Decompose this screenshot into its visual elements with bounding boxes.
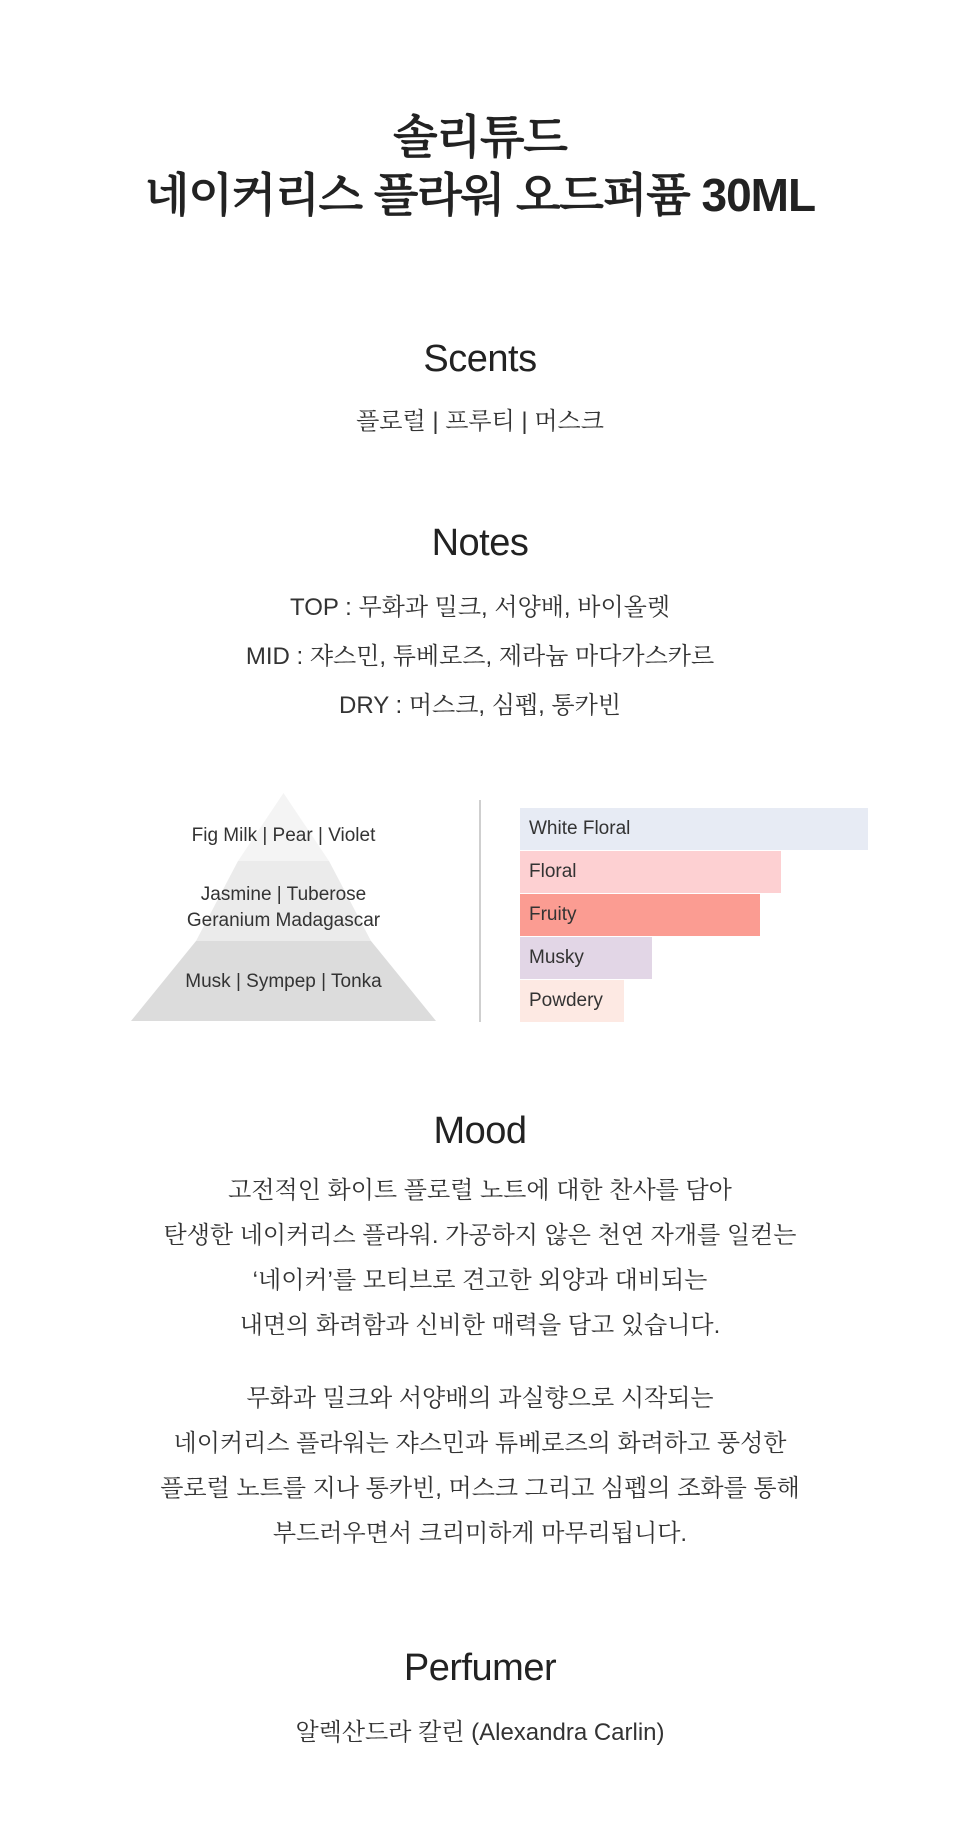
pyramid-middle-label-2: Geranium Madagascar [186,910,381,931]
product-title [0,108,960,224]
bar-label: Floral [529,861,577,882]
mood-line: 내면의 화려함과 신비한 매력을 담고 있습니다. [239,1312,721,1339]
notes-heading: Notes [431,522,529,564]
bar-floral [520,851,781,893]
mood-line: 무화과 밀크와 서양배의 과실향으로 시작되는 [246,1385,714,1412]
mood-line: ‘네이커’를 모티브로 견고한 외양과 대비되는 [252,1267,708,1294]
note-mid: MID : 쟈스민, 튜베로즈, 제라늄 마다가스카르 [245,643,715,670]
notes-pyramid [131,793,436,1021]
mood-line: 네이커리스 플라워는 쟈스민과 튜베로즈의 화려하고 풍성한 [173,1430,787,1457]
mood-line: 고전적인 화이트 플로럴 노트에 대한 찬사를 담아 [228,1177,732,1204]
mood-line: 부드러우면서 크리미하게 마무리됩니다. [272,1520,688,1547]
mood-paragraph-1 [0,1168,960,1348]
pyramid-base-label: Musk | Sympep | Tonka [185,971,382,992]
perfumer-name: 알렉산드라 칼린 (Alexandra Carlin) [295,1719,665,1746]
scent-bar-chart [520,808,880,1023]
note-top: TOP : 무화과 밀크, 서양배, 바이올렛 [289,594,671,621]
perfumer-heading: Perfumer [403,1647,557,1689]
chart-divider [479,800,481,1022]
pyramid-middle-label-1: Jasmine | Tuberose [200,884,367,905]
product-name: 네이커리스 플라워 오드퍼퓸 30ML [144,169,816,221]
bar-label: Musky [529,947,584,968]
mood-heading: Mood [433,1110,527,1152]
bar-musky [520,937,652,979]
bar-fruity [520,894,760,936]
scents-text: 플로럴 | 프루티 | 머스크 [356,408,604,435]
scents-heading: Scents [423,338,537,380]
notes-list [0,583,960,730]
bar-label: White Floral [529,818,631,839]
note-dry: DRY : 머스크, 심펩, 통카빈 [339,692,621,719]
mood-line: 플로럴 노트를 지나 통카빈, 머스크 그리고 심펩의 조화를 통해 [160,1475,800,1502]
pyramid-top-label: Fig Milk | Pear | Violet [191,825,376,846]
bar-label: Powdery [529,990,603,1011]
bar-label: Fruity [529,904,577,925]
bar-powdery [520,980,624,1022]
mood-line: 탄생한 네이커리스 플라워. 가공하지 않은 천연 자개를 일컫는 [163,1222,797,1249]
product-brand: 솔리튜드 [393,111,567,163]
bar-white-floral [520,808,868,850]
mood-paragraph-2 [0,1376,960,1556]
